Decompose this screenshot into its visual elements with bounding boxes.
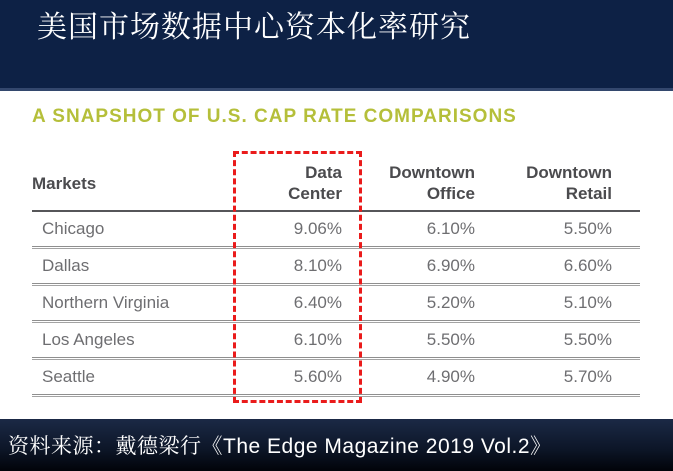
- data-center-cell: 6.40%: [293, 293, 342, 312]
- page-title: 美国市场数据中心资本化率研究: [37, 11, 471, 44]
- col-header-downtown-retail: [475, 162, 640, 204]
- table-row-dallas: [32, 249, 640, 283]
- col-header-line: Office: [426, 184, 475, 203]
- table-row-seattle: [32, 360, 640, 394]
- downtown-retail-cell: 6.60%: [563, 256, 612, 275]
- market-cell: Dallas: [42, 256, 90, 275]
- data-center-cell: 9.06%: [293, 219, 342, 238]
- market-cell: Seattle: [42, 367, 95, 386]
- col-header-line: Center: [288, 184, 342, 203]
- downtown-retail-cell: 5.70%: [563, 367, 612, 386]
- section-heading: A SNAPSHOT OF U.S. CAP RATE COMPARISONS: [32, 106, 517, 127]
- downtown-office-cell: 6.90%: [426, 256, 475, 275]
- downtown-office-cell: 4.90%: [426, 367, 475, 386]
- table-row-los-angeles: [32, 323, 640, 357]
- table-row-chicago: [32, 212, 640, 246]
- table-row-northern-virginia: [32, 286, 640, 320]
- row-divider: [32, 394, 640, 397]
- table-header-row: [32, 156, 640, 210]
- data-center-cell: 5.60%: [293, 367, 342, 386]
- downtown-office-cell: 5.50%: [426, 330, 475, 349]
- market-cell: Chicago: [42, 219, 105, 238]
- col-header-line: Downtown: [526, 163, 612, 182]
- col-header-markets: [32, 173, 202, 194]
- data-center-cell: 6.10%: [293, 330, 342, 349]
- data-center-cell: 8.10%: [293, 256, 342, 275]
- source-text: 资料来源：戴德梁行《The Edge Magazine 2019 Vol.2》: [8, 435, 552, 458]
- cap-rate-table: [32, 156, 640, 397]
- downtown-office-cell: 6.10%: [426, 219, 475, 238]
- market-cell: Los Angeles: [42, 330, 135, 349]
- col-header-downtown-office: [342, 162, 475, 204]
- header-bar: [0, 0, 673, 91]
- downtown-retail-cell: 5.10%: [563, 293, 612, 312]
- downtown-retail-cell: 5.50%: [563, 219, 612, 238]
- col-header-data-center: [202, 162, 342, 204]
- downtown-retail-cell: 5.50%: [563, 330, 612, 349]
- col-header-line: Downtown: [389, 163, 475, 182]
- market-cell: Northern Virginia: [42, 293, 170, 312]
- downtown-office-cell: 5.20%: [426, 293, 475, 312]
- col-header-line: Markets: [32, 173, 97, 193]
- source-bar: [0, 419, 673, 471]
- col-header-line: Data: [305, 163, 342, 182]
- col-header-line: Retail: [565, 184, 612, 203]
